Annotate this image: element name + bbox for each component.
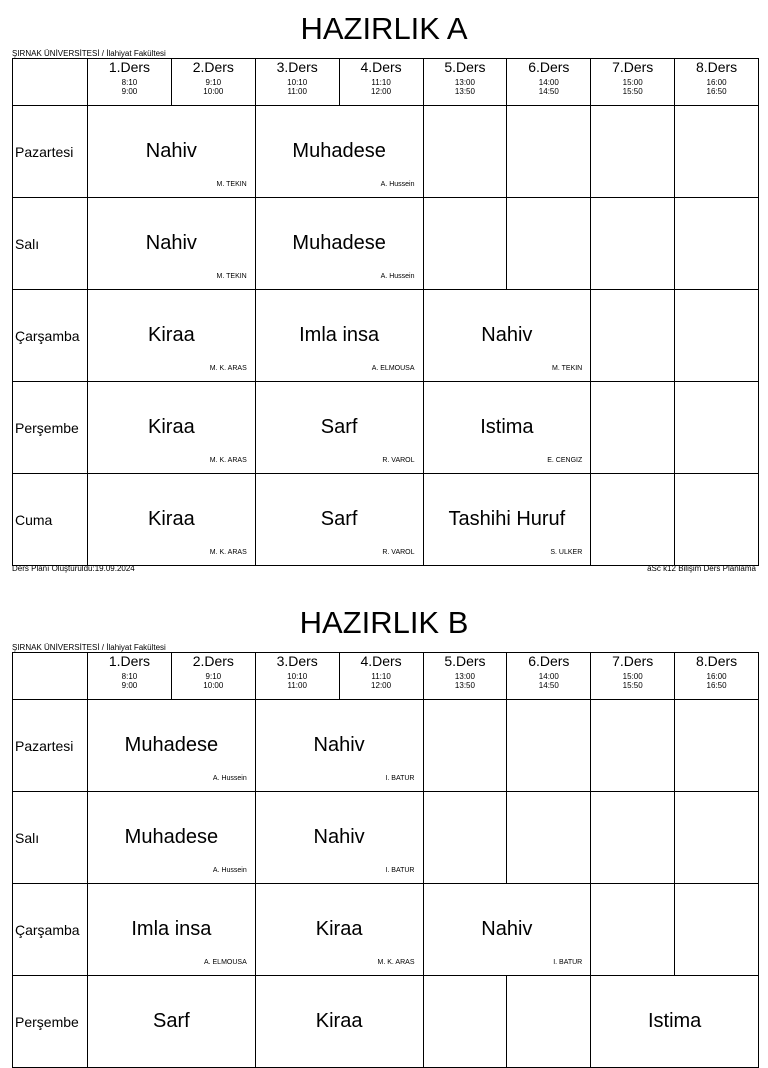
period-name: 3.Ders (276, 59, 318, 75)
empty-lesson-cell (507, 792, 591, 884)
lesson-teacher: M. TEKIN (552, 365, 583, 372)
empty-lesson-cell (507, 700, 591, 792)
period-name: 2.Ders (192, 59, 234, 75)
empty-lesson-cell (591, 474, 675, 566)
day-row (13, 198, 759, 290)
period-header (88, 59, 172, 106)
lesson-teacher: M. TEKIN (216, 181, 247, 188)
lesson-subject: Nahiv (145, 232, 197, 254)
empty-lesson-cell (675, 382, 759, 474)
lesson-teacher: I. BATUR (385, 867, 415, 874)
period-end-time: 10:00 (203, 87, 224, 96)
period-name: 1.Ders (108, 653, 151, 669)
lesson-cell (423, 290, 591, 382)
period-start-time: 10:10 (287, 672, 308, 681)
period-header (171, 59, 255, 106)
day-row (13, 792, 759, 884)
period-end-time: 13:50 (454, 87, 475, 96)
empty-lesson-cell (675, 700, 759, 792)
period-name: 8.Ders (695, 653, 738, 669)
timetable (12, 58, 759, 566)
schedule-title: HAZIRLIK B (299, 605, 469, 640)
period-end-time: 16:50 (706, 681, 727, 690)
header-row (13, 59, 759, 106)
day-name: Pazartesi (13, 700, 88, 792)
lesson-cell (88, 792, 256, 884)
period-end-time: 11:00 (287, 681, 307, 690)
period-end-time: 12:00 (371, 87, 392, 96)
lesson-subject: Nahiv (481, 918, 533, 940)
lesson-teacher: A. Hussein (212, 867, 247, 874)
period-name: 4.Ders (360, 59, 402, 75)
lesson-subject: Istima (480, 416, 534, 438)
day-row (13, 290, 759, 382)
lesson-teacher: M. TEKIN (216, 273, 247, 280)
footer-software: aSc k12 Bilişim Ders Planlama (647, 564, 756, 573)
lesson-subject: Nahiv (313, 734, 365, 756)
period-start-time: 13:00 (454, 672, 475, 681)
period-name: 6.Ders (528, 59, 570, 75)
period-header (423, 59, 507, 106)
institution-name: ŞIRNAK ÜNİVERSİTESİ / İlahiyat Fakültesi (12, 49, 166, 58)
period-header (591, 653, 675, 700)
period-end-time: 15:50 (622, 681, 643, 690)
empty-lesson-cell (675, 474, 759, 566)
lesson-subject: Tashihi Huruf (448, 508, 566, 530)
period-header (255, 59, 339, 106)
period-start-time: 14:00 (538, 672, 559, 681)
period-header (255, 653, 339, 700)
footer-created-date: Ders Planı Oluşturuldu:19.09.2024 (12, 564, 135, 573)
empty-lesson-cell (507, 198, 591, 290)
lesson-cell (88, 382, 256, 474)
period-end-time: 16:50 (706, 87, 727, 96)
day-row (13, 976, 759, 1068)
period-name: 6.Ders (528, 653, 570, 669)
empty-lesson-cell (591, 792, 675, 884)
day-row (13, 884, 759, 976)
period-header (675, 59, 759, 106)
lesson-subject: Nahiv (481, 324, 533, 346)
lesson-subject: Sarf (320, 508, 358, 530)
empty-lesson-cell (423, 976, 507, 1068)
lesson-cell (88, 198, 256, 290)
lesson-subject: Muhadese (292, 140, 386, 162)
lesson-teacher: M. K. ARAS (209, 457, 247, 464)
lesson-cell (255, 106, 423, 198)
lesson-subject: Imla insa (131, 918, 212, 940)
lesson-cell (255, 474, 423, 566)
lesson-subject: Kiraa (148, 416, 195, 438)
header-row (13, 653, 759, 700)
period-start-time: 9:10 (205, 78, 222, 87)
period-start-time: 14:00 (538, 78, 559, 87)
header-corner-cell (13, 653, 88, 700)
period-end-time: 14:50 (538, 681, 559, 690)
lesson-cell (255, 382, 423, 474)
lesson-subject: Kiraa (315, 918, 363, 940)
lesson-teacher: E. CENGIZ (547, 457, 583, 464)
lesson-subject: Sarf (320, 416, 358, 438)
empty-lesson-cell (675, 290, 759, 382)
day-name: Çarşamba (13, 290, 88, 382)
period-header (591, 59, 675, 106)
lesson-cell (88, 884, 256, 976)
empty-lesson-cell (591, 106, 675, 198)
lesson-teacher: A. Hussein (380, 273, 415, 280)
lesson-subject: Imla insa (299, 324, 380, 346)
schedule-title: HAZIRLIK A (300, 11, 468, 46)
day-name: Salı (13, 198, 88, 290)
period-header (507, 653, 591, 700)
period-name: 5.Ders (444, 59, 486, 75)
empty-lesson-cell (423, 198, 507, 290)
empty-lesson-cell (423, 700, 507, 792)
day-name: Pazartesi (13, 106, 88, 198)
day-name: Cuma (13, 474, 88, 566)
period-start-time: 9:10 (205, 672, 222, 681)
lesson-cell (88, 106, 256, 198)
lesson-subject: Nahiv (313, 826, 365, 848)
period-end-time: 9:00 (121, 681, 138, 690)
lesson-cell (255, 976, 423, 1068)
period-header (88, 653, 172, 700)
lesson-cell (255, 290, 423, 382)
lesson-cell (255, 700, 423, 792)
period-start-time: 16:00 (706, 672, 727, 681)
lesson-teacher: I. BATUR (385, 775, 415, 782)
lesson-subject: Kiraa (315, 1010, 363, 1032)
period-start-time: 15:00 (622, 672, 643, 681)
lesson-cell (423, 474, 591, 566)
empty-lesson-cell (591, 382, 675, 474)
lesson-subject: Muhadese (292, 232, 386, 254)
period-name: 2.Ders (192, 653, 234, 669)
period-header (339, 653, 423, 700)
empty-lesson-cell (591, 884, 675, 976)
header-corner-cell (13, 59, 88, 106)
lesson-teacher: A. Hussein (380, 181, 415, 188)
institution-name: ŞIRNAK ÜNİVERSİTESİ / İlahiyat Fakültesi (12, 643, 166, 652)
empty-lesson-cell (507, 976, 591, 1068)
lesson-teacher: I. BATUR (553, 959, 583, 966)
period-name: 8.Ders (695, 59, 738, 75)
lesson-teacher: A. ELMOUSA (203, 959, 247, 966)
lesson-cell (255, 198, 423, 290)
empty-lesson-cell (675, 884, 759, 976)
schedule-section (0, 594, 768, 1032)
period-header (339, 59, 423, 106)
empty-lesson-cell (675, 792, 759, 884)
lesson-subject: Muhadese (124, 734, 219, 756)
lesson-cell (88, 290, 256, 382)
day-name: Çarşamba (13, 884, 88, 976)
lesson-subject: Muhadese (124, 826, 219, 848)
period-end-time: 10:00 (203, 681, 224, 690)
empty-lesson-cell (591, 290, 675, 382)
empty-lesson-cell (423, 792, 507, 884)
day-name: Perşembe (13, 382, 88, 474)
period-name: 5.Ders (444, 653, 486, 669)
period-name: 1.Ders (108, 59, 151, 75)
day-row (13, 700, 759, 792)
empty-lesson-cell (675, 198, 759, 290)
period-name: 7.Ders (612, 653, 654, 669)
period-start-time: 16:00 (706, 78, 727, 87)
lesson-teacher: A. ELMOUSA (371, 365, 415, 372)
lesson-cell (591, 976, 759, 1068)
period-start-time: 13:00 (454, 78, 475, 87)
period-end-time: 13:50 (454, 681, 475, 690)
lesson-cell (255, 792, 423, 884)
lesson-teacher: S. ULKER (550, 549, 583, 556)
period-end-time: 14:50 (538, 87, 559, 96)
period-name: 4.Ders (360, 653, 402, 669)
empty-lesson-cell (591, 700, 675, 792)
period-end-time: 15:50 (622, 87, 643, 96)
period-header (171, 653, 255, 700)
lesson-cell (255, 884, 423, 976)
period-header (675, 653, 759, 700)
lesson-teacher: R. VAROL (382, 549, 415, 556)
lesson-cell (88, 474, 256, 566)
period-start-time: 8:10 (121, 672, 138, 681)
day-row (13, 474, 759, 566)
day-name: Perşembe (13, 976, 88, 1068)
period-header (423, 653, 507, 700)
period-start-time: 10:10 (287, 78, 308, 87)
lesson-cell (88, 976, 256, 1068)
lesson-teacher: R. VAROL (382, 457, 415, 464)
period-name: 3.Ders (276, 653, 318, 669)
day-name: Salı (13, 792, 88, 884)
day-row (13, 106, 759, 198)
lesson-teacher: A. Hussein (212, 775, 247, 782)
lesson-cell (423, 382, 591, 474)
empty-lesson-cell (423, 106, 507, 198)
empty-lesson-cell (675, 106, 759, 198)
lesson-teacher: M. K. ARAS (209, 549, 247, 556)
day-row (13, 382, 759, 474)
lesson-subject: Nahiv (145, 140, 197, 162)
period-start-time: 15:00 (622, 78, 643, 87)
lesson-teacher: M. K. ARAS (377, 959, 415, 966)
lesson-subject: Kiraa (148, 508, 195, 530)
empty-lesson-cell (507, 106, 591, 198)
period-start-time: 11:10 (371, 672, 391, 681)
lesson-subject: Istima (647, 1010, 702, 1032)
period-end-time: 11:00 (287, 87, 307, 96)
empty-lesson-cell (591, 198, 675, 290)
lesson-cell (423, 884, 591, 976)
lesson-cell (88, 700, 256, 792)
period-end-time: 12:00 (371, 681, 392, 690)
period-start-time: 11:10 (371, 78, 391, 87)
period-name: 7.Ders (612, 59, 654, 75)
lesson-teacher: M. K. ARAS (209, 365, 247, 372)
period-start-time: 8:10 (121, 78, 138, 87)
lesson-subject: Sarf (153, 1010, 190, 1032)
lesson-subject: Kiraa (148, 324, 195, 346)
timetable (12, 652, 759, 1068)
period-header (507, 59, 591, 106)
period-end-time: 9:00 (121, 87, 138, 96)
